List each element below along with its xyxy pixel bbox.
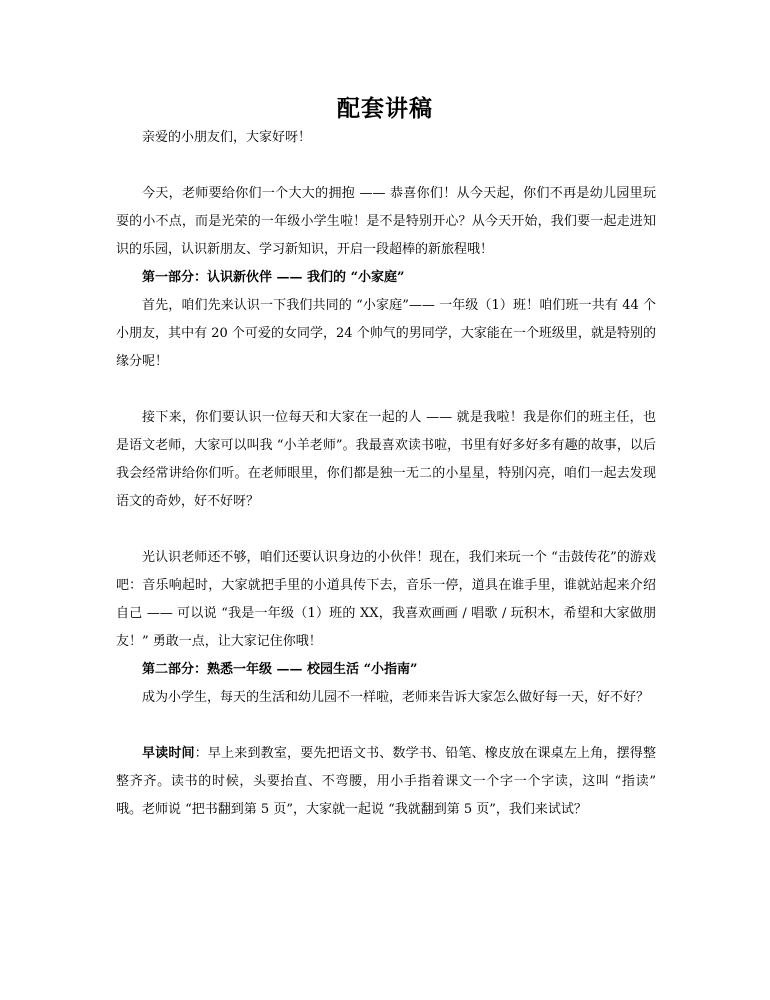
class-intro-paragraph: 首先，咱们先来认识一下我们共同的 “小家庭”—— 一年级（1）班！咱们班一共有 44 个小朋友，其中有 20 个可爱的女同学，24 个帅气的男同学，大家能在一个班级里，就是特别的缘分呢！ <box>116 298 656 369</box>
intro-paragraph: 今天，老师要给你们一个大大的拥抱 —— 恭喜你们！从今天起，你们不再是幼儿园里玩耍的小不点，而是光荣的一年级小学生啦！是不是特别开心？从今天开始，我们要一起走进知识的乐园，认识新朋友、学习新知识，开启一段超棒的新旅程哦！ <box>116 186 656 257</box>
morning-reading-text: ：早上来到教室，要先把语文书、数学书、铅笔、橡皮放在课桌左上角，摆得整整齐齐。读书的时候，头要抬直、不弯腰，用小手指着课文一个字一个字读，这叫 “指读” 哦。老师说 “把书翻到第 5 页”，大家就一起说 “我就翻到第 5 页”，我们来试试？ <box>116 746 656 817</box>
part1-heading: 第一部分：认识新伙伴 —— 我们的 “小家庭” <box>142 270 405 285</box>
page-title: 配套讲稿 <box>337 95 433 122</box>
daily-life-paragraph: 成为小学生，每天的生活和幼儿园不一样啦，老师来告诉大家怎么做好每一天，好不好？ <box>142 690 650 705</box>
game-paragraph: 光认识老师还不够，咱们还要认识身边的小伙伴！现在，我们来玩一个 “击鼓传花”的游戏吧：音乐响起时，大家就把手里的小道具传下去，音乐一停，道具在谁手里，谁就站起来介绍自己 —— 可以说 “我是一年级（1）班的 XX，我喜欢画画 / 唱歌 / 玩积木，希望和大家做朋友！” 勇敢一点，让大家记住你哦！ <box>116 550 656 649</box>
teacher-intro-paragraph: 接下来，你们要认识一位每天和大家在一起的人 —— 就是我啦！我是你们的班主任，也是语文老师，大家可以叫我 “小羊老师”。我最喜欢读书啦，书里有好多好多有趣的故事，以后我会经常讲给你们听。在老师眼里，你们都是独一无二的小星星，特别闪亮，咱们一起去发现语文的奇妙，好不好呀？ <box>116 410 656 509</box>
document-body <box>116 124 656 824</box>
morning-reading-paragraph <box>116 740 656 824</box>
greeting-paragraph: 亲爱的小朋友们，大家好呀！ <box>142 130 312 145</box>
part2-heading: 第二部分：熟悉一年级 —— 校园生活 “小指南” <box>142 662 418 677</box>
morning-reading-label: 早读时间 <box>142 746 195 761</box>
